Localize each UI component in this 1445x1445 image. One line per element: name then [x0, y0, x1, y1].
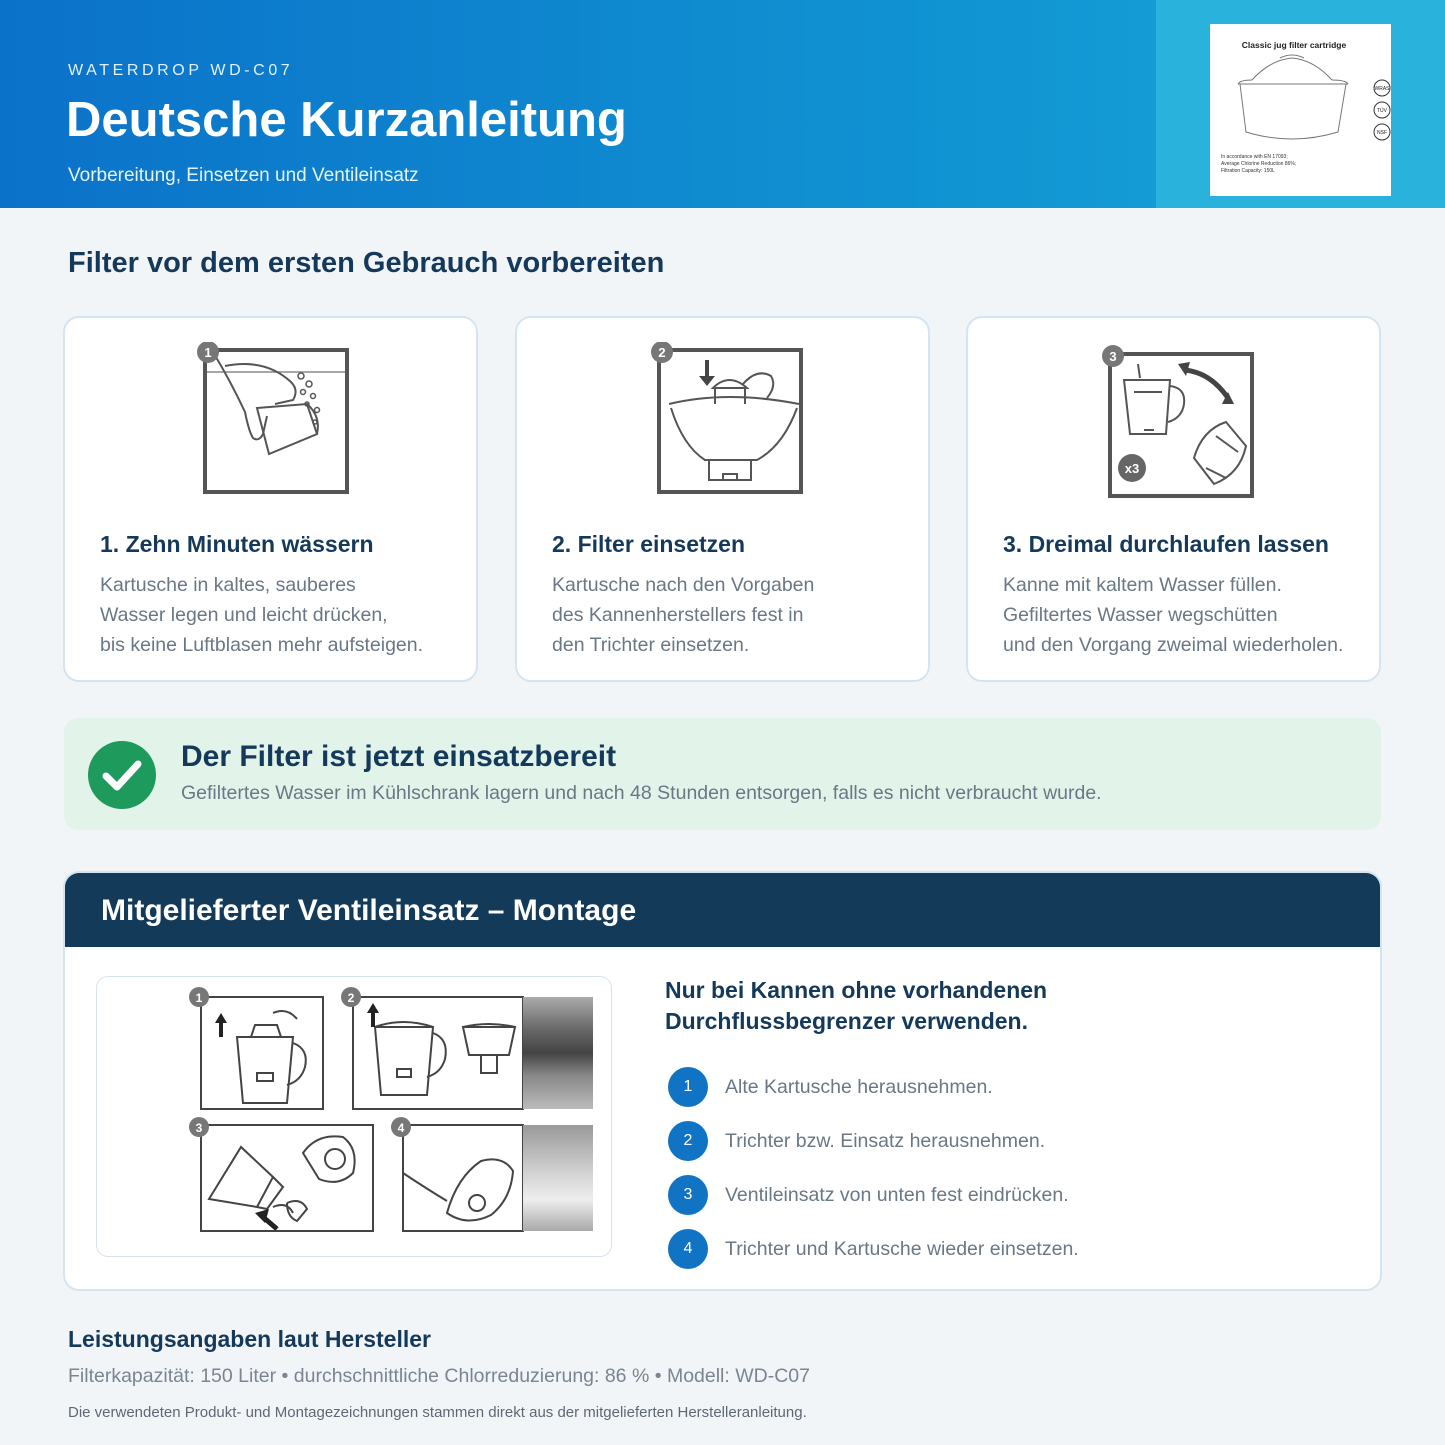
badge-tuv: TÜV [1377, 108, 1387, 114]
package-title: Classic jug filter cartridge [1241, 40, 1347, 50]
step-number-badge: 1 [668, 1067, 708, 1107]
step-number-badge: 4 [668, 1229, 708, 1269]
valve-header [65, 873, 1380, 947]
package-line: In accordance with EN 17093; [1221, 154, 1288, 160]
footer-specs: Filterkapazität: 150 Liter • durchschnittliche Chlorreduzierung: 86 % • Modell: WD-C07 [68, 1365, 810, 1387]
checkmark-icon [88, 741, 156, 809]
step-badge-2: 2 [658, 345, 666, 360]
prep-step-title: 3. Dreimal durchlaufen lassen [1003, 531, 1329, 557]
soak-illustration [195, 342, 355, 502]
footer-title: Leistungsangaben laut Hersteller [68, 1326, 431, 1352]
prep-step-title: 1. Zehn Minuten wässern [100, 531, 374, 557]
ready-title: Der Filter ist jetzt einsatzbereit [181, 740, 617, 773]
valve-step-text: Alte Kartusche herausnehmen. [725, 1076, 993, 1098]
prep-step-text: Kanne mit kaltem Wasser füllen. Gefiltertes Wasser wegschütten und den Vorgang zweimal wiederholen. [1003, 574, 1344, 656]
diagram-badge-3: 3 [195, 1121, 203, 1135]
package-line: Average Chlorine Reduction 86%; [1221, 161, 1297, 167]
badge-nsf: NSF [1377, 130, 1387, 136]
step-badge-3: 3 [1109, 349, 1117, 364]
header-banner [0, 0, 1445, 208]
ready-text: Gefiltertes Wasser im Kühlschrank lagern und nach 48 Stunden entsorgen, falls es nicht verbraucht wurde. [181, 782, 1102, 804]
diagram-badge-2: 2 [347, 991, 355, 1005]
repeat-badge: x3 [1124, 461, 1140, 476]
page-subtitle: Vorbereitung, Einsetzen und Ventileinsatz [68, 165, 419, 186]
ready-banner [64, 718, 1381, 830]
step-number-badge: 3 [668, 1175, 708, 1215]
valve-note: Nur bei Kannen ohne vorhandenen Durchflussbegrenzer verwenden. [665, 977, 1048, 1034]
valve-step-text: Trichter bzw. Einsatz herausnehmen. [725, 1130, 1046, 1152]
valve-step-text: Trichter und Kartusche wieder einsetzen. [725, 1238, 1079, 1260]
prep-step-card-2 [515, 316, 930, 682]
insert-illustration [647, 342, 807, 502]
package-image [1210, 24, 1391, 196]
footer-note: Die verwendeten Produkt- und Montagezeichnungen stammen direkt aus der mitgelieferten Herstelleranleitung. [68, 1404, 807, 1421]
step-badge-1: 1 [204, 345, 212, 360]
flush-illustration [1098, 342, 1258, 502]
valve-diagram [96, 976, 612, 1257]
prep-step-text: Kartusche in kaltes, sauberes Wasser legen und leicht drücken, bis keine Luftblasen mehr aufsteigen. [100, 574, 424, 656]
diagram-badge-4: 4 [397, 1121, 405, 1135]
badge-wras: WRAS [1374, 86, 1390, 92]
valve-section [63, 871, 1382, 1291]
diagram-badge-1: 1 [195, 991, 203, 1005]
package-line: Filtration Capacity: 150L [1221, 168, 1275, 174]
prep-step-title: 2. Filter einsetzen [552, 531, 746, 557]
prep-step-card-1 [63, 316, 478, 682]
brand-label: WATERDROP WD-C07 [68, 62, 294, 79]
prep-heading: Filter vor dem ersten Gebrauch vorbereiten [68, 247, 665, 279]
valve-step-text: Ventileinsatz von unten fest eindrücken. [725, 1184, 1069, 1206]
prep-step-card-3 [966, 316, 1381, 682]
prep-step-text: Kartusche nach den Vorgaben des Kannenherstellers fest in den Trichter einsetzen. [552, 574, 815, 656]
valve-title: Mitgelieferter Ventileinsatz – Montage [101, 894, 637, 927]
page-title: Deutsche Kurzanleitung [66, 93, 627, 147]
step-number-badge: 2 [668, 1121, 708, 1161]
package-specs [1221, 154, 1296, 175]
